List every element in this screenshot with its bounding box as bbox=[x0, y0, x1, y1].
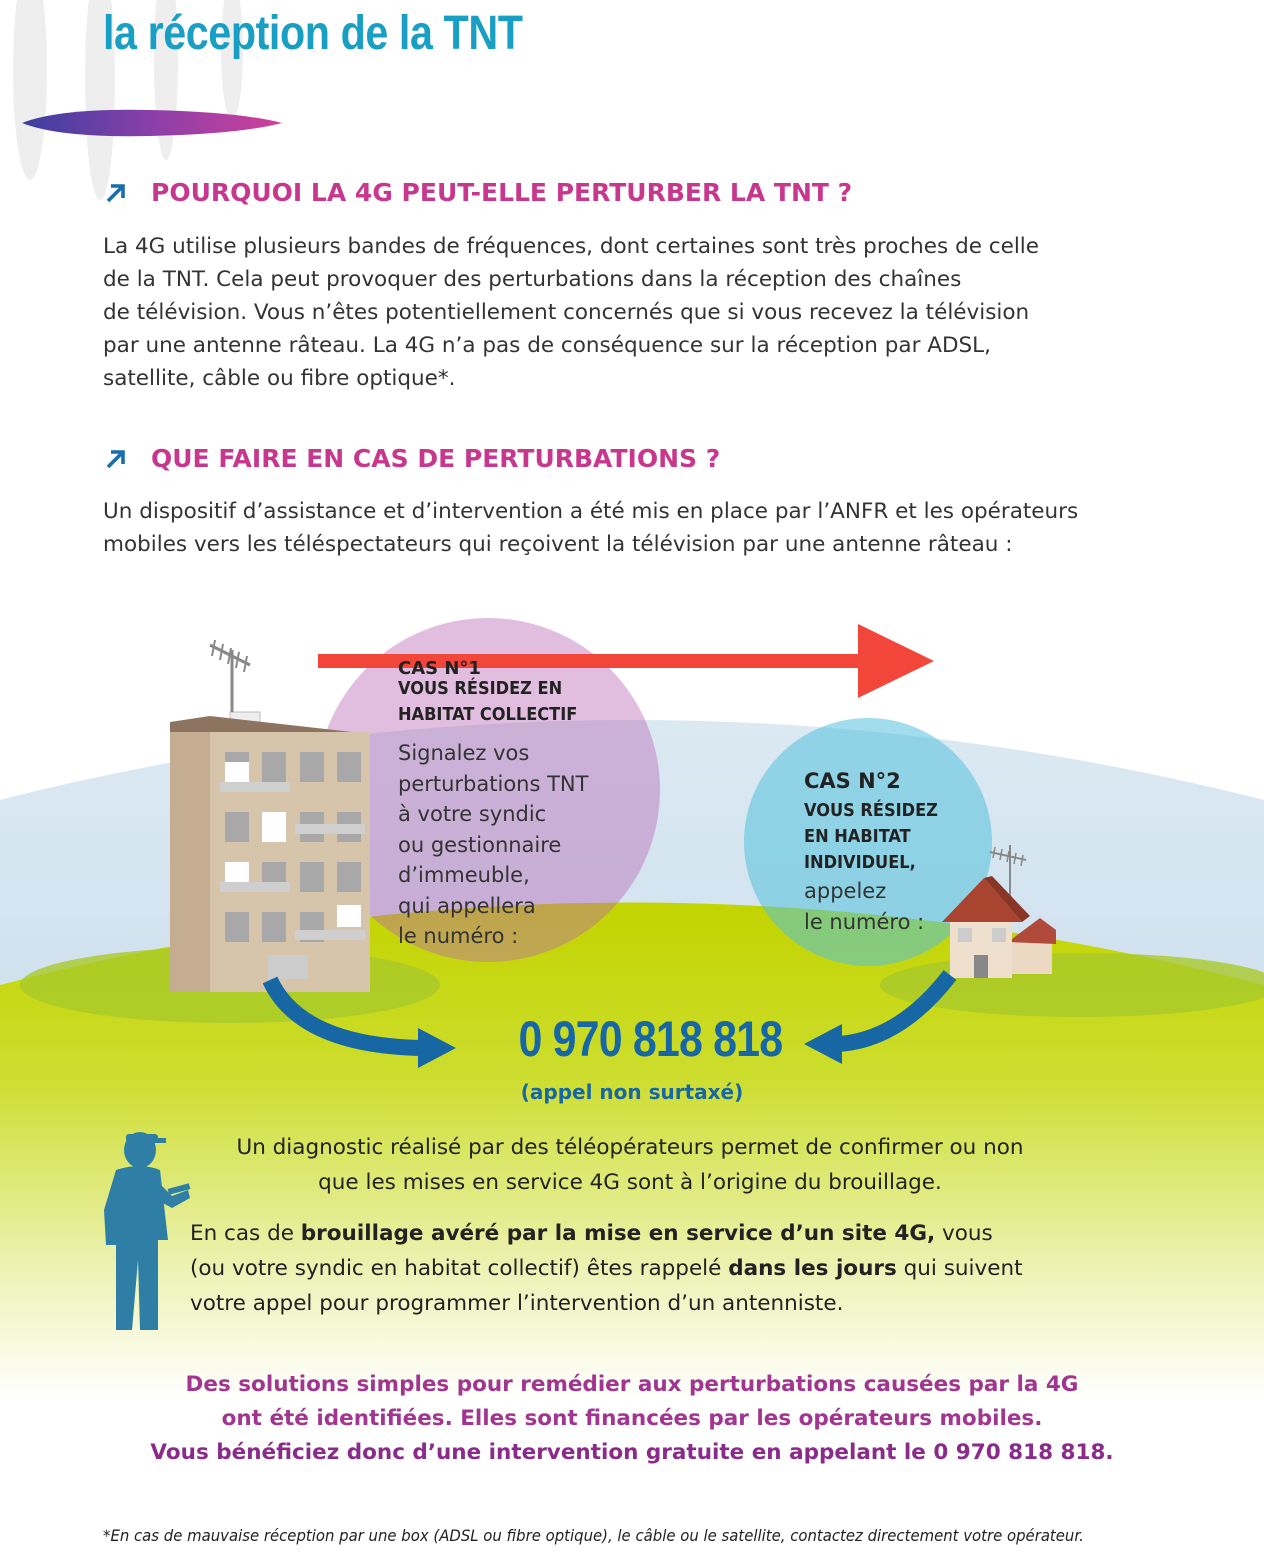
text-span: vous bbox=[935, 1221, 993, 1246]
case1-bold-line: HABITAT COLLECTIF bbox=[398, 704, 578, 725]
paragraph-line: satellite, câble ou fibre optique*. bbox=[103, 366, 456, 391]
diagnostic-text bbox=[190, 1130, 1070, 1200]
case1-text bbox=[398, 656, 588, 952]
text-span: En cas de bbox=[190, 1221, 301, 1246]
bold-span: dans les jours bbox=[728, 1256, 897, 1281]
case2-bold-line: EN HABITAT bbox=[804, 826, 911, 847]
phone-note: (appel non surtaxé) bbox=[520, 1080, 744, 1104]
solutions-call-to-action: Vous bénéficiez donc d’une intervention gratuite en appelant le 0 970 818 818. bbox=[150, 1440, 1114, 1465]
diagnostic-line: Un diagnostic réalisé par des téléopérateurs permet de confirmer ou non bbox=[236, 1135, 1024, 1160]
paragraph-line: mobiles vers les téléspectateurs qui reçoivent la télévision par une antenne râteau : bbox=[103, 532, 1013, 557]
paragraph-line: par une antenne râteau. La 4G n’a pas de conséquence sur la réception par ADSL, bbox=[103, 333, 991, 358]
case2-text bbox=[804, 768, 938, 937]
section-heading-what-to-do bbox=[103, 444, 720, 473]
case1-body-line: Signalez vos bbox=[398, 741, 530, 765]
case2-body-line: appelez bbox=[804, 879, 887, 903]
case2-title: CAS N°2 bbox=[804, 769, 901, 793]
brouillage-text bbox=[190, 1216, 1023, 1321]
brouillage-line bbox=[190, 1216, 1023, 1251]
case1-body-line: qui appellera bbox=[398, 893, 536, 918]
case1-body-line: ou gestionnaire bbox=[398, 832, 562, 857]
paragraph-line: de télévision. Vous n’êtes potentiellement concernés que si vous recevez la télévision bbox=[103, 300, 1030, 325]
paragraph-line: La 4G utilise plusieurs bandes de fréquences, dont certaines sont très proches de celle bbox=[103, 234, 1039, 259]
title-swoosh-decoration bbox=[20, 106, 282, 140]
section-heading-why bbox=[103, 178, 852, 207]
page-title: la réception de la TNT bbox=[103, 7, 523, 60]
arrow-up-right-icon bbox=[103, 180, 129, 206]
solutions-line: ont été identifiées. Elles sont financées par les opérateurs mobiles. bbox=[221, 1406, 1043, 1431]
bold-span: brouillage avéré par la mise en service d’un site 4G, bbox=[300, 1221, 936, 1246]
section-paragraph-what-to-do bbox=[103, 495, 1078, 561]
case1-title: CAS N°1 bbox=[398, 658, 481, 676]
case2-bold-line: VOUS RÉSIDEZ bbox=[804, 800, 938, 821]
solutions-line: Des solutions simples pour remédier aux perturbations causées par la 4G bbox=[185, 1372, 1079, 1397]
case2-bold-line: INDIVIDUEL, bbox=[804, 852, 916, 873]
paragraph-line: Un dispositif d’assistance et d’intervention a été mis en place par l’ANFR et les opérateurs bbox=[103, 499, 1079, 524]
brouillage-line bbox=[190, 1251, 1023, 1286]
footnote: *En cas de mauvaise réception par une box (ADSL ou fibre optique), le câble ou le satellite, contactez directement votre opérateur. bbox=[103, 1526, 1084, 1545]
solutions-text bbox=[0, 1368, 1264, 1470]
case1-body-line: le numéro : bbox=[398, 924, 519, 948]
section-heading-text: POURQUOI LA 4G PEUT-ELLE PERTURBER LA TNT ? bbox=[151, 178, 853, 207]
brouillage-line: votre appel pour programmer l’intervention d’un antenniste. bbox=[190, 1291, 844, 1316]
section-paragraph-why bbox=[103, 230, 1039, 395]
text-span: (ou votre syndic en habitat collectif) êtes rappelé bbox=[190, 1256, 729, 1281]
apartment-building-icon bbox=[170, 640, 370, 992]
case1-body-line: perturbations TNT bbox=[398, 771, 589, 796]
arrow-up-right-icon bbox=[103, 446, 129, 472]
section-heading-text: QUE FAIRE EN CAS DE PERTURBATIONS ? bbox=[151, 444, 721, 473]
case1-body-line: d’immeuble, bbox=[398, 863, 530, 887]
phone-number[interactable]: 0 970 818 818 bbox=[518, 1011, 783, 1067]
text-span: qui suivent bbox=[896, 1256, 1023, 1281]
case1-body-line: à votre syndic bbox=[398, 802, 547, 826]
diagnostic-line: que les mises en service 4G sont à l’origine du brouillage. bbox=[318, 1170, 942, 1195]
case1-bold-line: VOUS RÉSIDEZ EN bbox=[398, 678, 563, 699]
case2-body-line: le numéro : bbox=[804, 909, 925, 934]
paragraph-line: de la TNT. Cela peut provoquer des perturbations dans la réception des chaînes bbox=[103, 267, 962, 292]
